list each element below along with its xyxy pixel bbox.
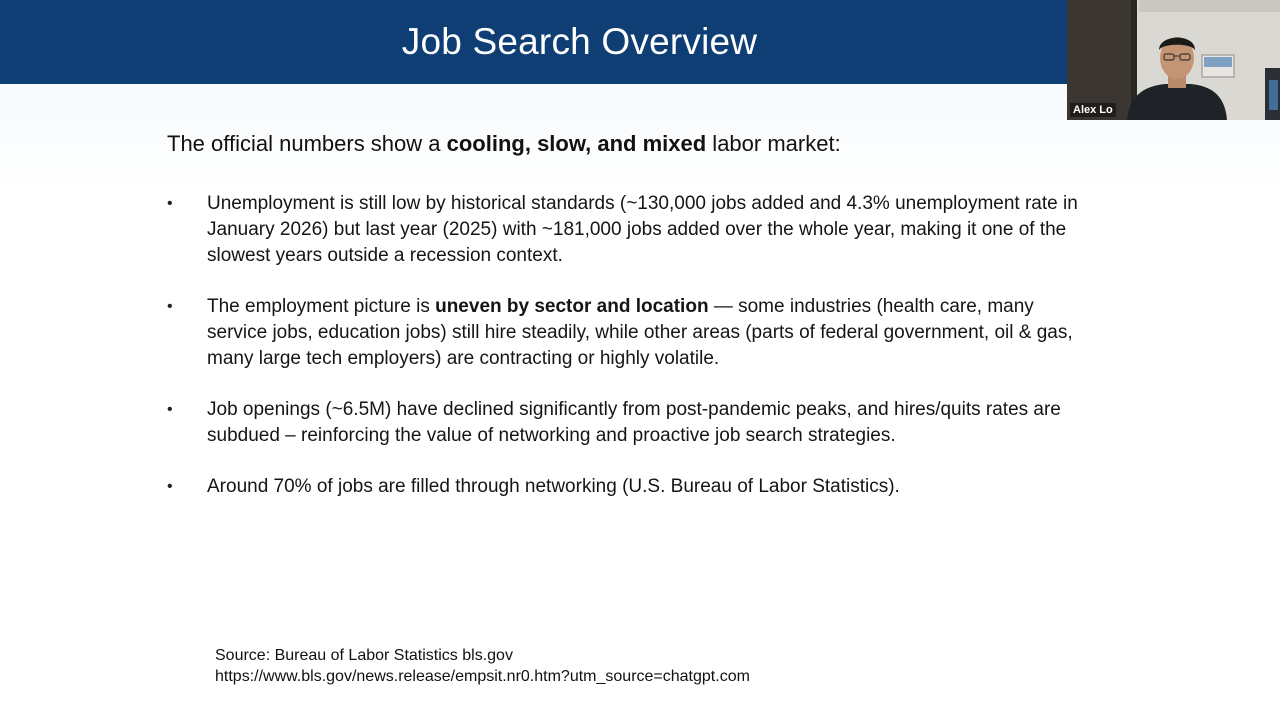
participant-video-feed (1067, 0, 1280, 120)
bullet-item (167, 474, 1097, 500)
bullet-dot: • (167, 401, 173, 418)
bullet-item (167, 397, 1097, 449)
bullet-item (167, 294, 1097, 372)
bullet-text: The employment picture is (207, 296, 436, 317)
intro-bold-text: cooling, slow, and mixed (446, 131, 707, 156)
slide-title: Job Search Overview (401, 21, 758, 62)
bullet-text: Unemployment is still low by historical standards (~130,000 jobs added and 4.3% unemployment rate in January 2026) but last year (2025) with ~181,000 jobs added over the whole year, making it one of the slowest years outside a recession context. (207, 193, 1078, 266)
bullet-text: Job openings (~6.5M) have declined significantly from post-pandemic peaks, and hires/quits rates are subdued – reinforcing the value of networking and proactive job search strategies. (207, 399, 1061, 446)
source-citation: Source: Bureau of Labor Statistics bls.gov (215, 647, 513, 664)
slide-intro (167, 131, 841, 157)
participant-name-label: Alex Lo (1070, 103, 1116, 117)
bullet-dot: • (167, 298, 173, 315)
bullet-dot: • (167, 478, 173, 495)
bullet-bold-text: uneven by sector and location (435, 296, 709, 317)
intro-text-end: labor market: (706, 131, 841, 156)
source-url: https://www.bls.gov/news.release/empsit.nr0.htm?utm_source=chatgpt.com (215, 668, 750, 685)
intro-text: The official numbers show a (167, 131, 447, 156)
bullet-text-end: — some industries (health care, many service jobs, education jobs) still hire steadily, while other areas (parts of federal government, oil & gas, many large tech employers) are contracting or highly volatile. (207, 296, 1073, 369)
slide-title-bar (0, 0, 1067, 84)
bullet-text: Around 70% of jobs are filled through networking (U.S. Bureau of Labor Statistics). (207, 476, 900, 497)
bullet-item (167, 191, 1097, 269)
slide-source-note (215, 645, 750, 687)
bullet-list (167, 191, 1097, 525)
bullet-dot: • (167, 195, 173, 212)
participant-video-tile[interactable] (1067, 0, 1280, 120)
